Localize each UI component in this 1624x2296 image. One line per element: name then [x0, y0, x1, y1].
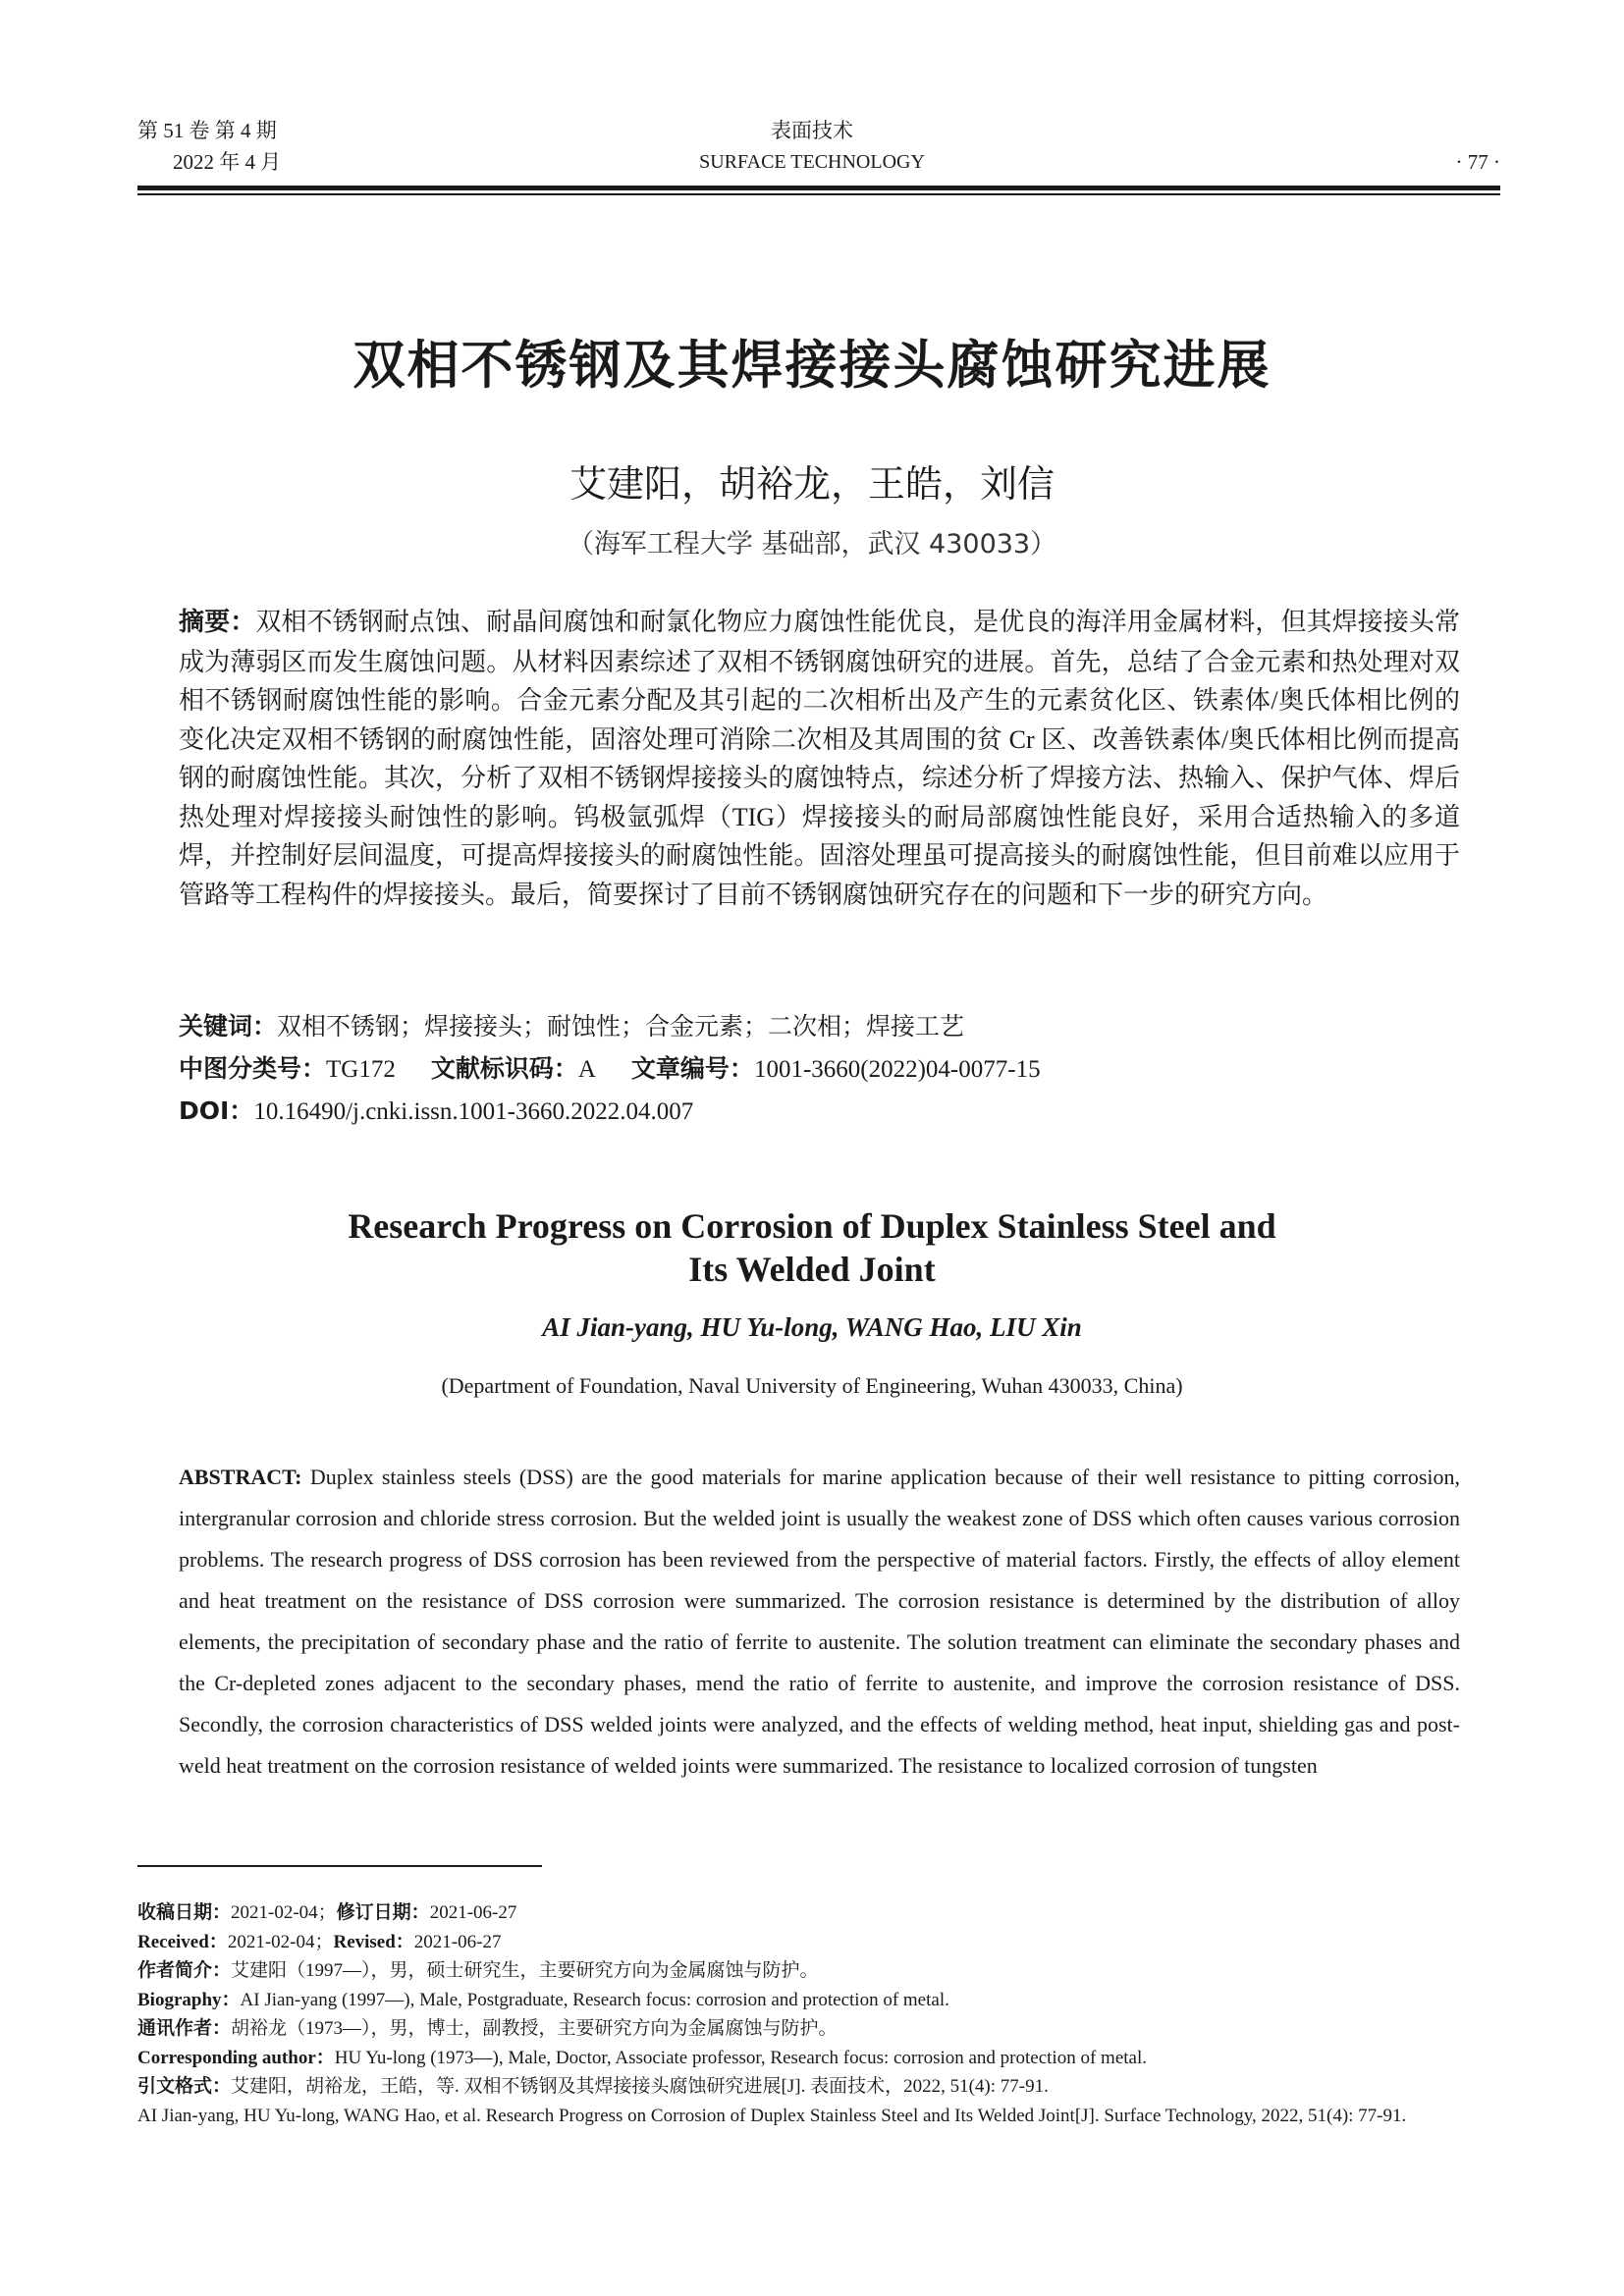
corr-cn-label: 通讯作者： — [137, 2017, 232, 2039]
header-journal-en: SURFACE TECHNOLOGY — [699, 151, 925, 173]
doc-code-label: 文献标识码： — [430, 1054, 578, 1083]
bio-en-value: AI Jian-yang (1997—), Male, Postgraduate, Research focus: corrosion and protection of metal. — [240, 1989, 949, 2010]
title-en-line2: Its Welded Joint — [688, 1250, 936, 1289]
cite-cn-value: 艾建阳，胡裕龙，王皓，等. 双相不锈钢及其焊接接头腐蚀研究进展[J]. 表面技术，2022, 51(4): 77-91. — [231, 2076, 1049, 2097]
bio-en-label: Biography： — [137, 1989, 241, 2010]
classification-line — [179, 1053, 1460, 1086]
header-journal-cn: 表面技术 — [771, 119, 853, 142]
corr-en-label: Corresponding author： — [137, 2047, 335, 2068]
header-rule-thin — [137, 193, 1500, 195]
clc-value: TG172 — [326, 1056, 396, 1083]
doi-label: DOI： — [179, 1096, 254, 1125]
cite-cn-label: 引文格式： — [137, 2075, 232, 2097]
title-en — [0, 1204, 1624, 1291]
footnote-received-cn — [137, 1898, 1500, 1928]
received-en-value: 2021-02-04； — [227, 1931, 334, 1952]
header-date: 2022 年 4 月 — [173, 150, 282, 174]
footnote-citation-cn — [137, 2072, 1500, 2102]
corr-cn-value: 胡裕龙（1973—），男，博士，副教授，主要研究方向为金属腐蚀与防护。 — [231, 2018, 838, 2039]
abstract-cn-label: 摘要： — [179, 608, 256, 637]
revised-cn-value: 2021-06-27 — [429, 1902, 517, 1923]
abstract-en-label: ABSTRACT: — [179, 1465, 302, 1489]
abstract-cn-text: 双相不锈钢耐点蚀、耐晶间腐蚀和耐氯化物应力腐蚀性能优良，是优良的海洋用金属材料，但其焊接接头常成为薄弱区而发生腐蚀问题。从材料因素综述了双相不锈钢腐蚀研究的进展。首先，总结了合金元素和热处理对双相不锈钢耐腐蚀性能的影响。合金元素分配及其引起的二次相析出及产生的元素贫化区、铁素体/奥氏体相比例的变化决定双相不锈钢的耐腐蚀性能，固溶处理可消除二次相及其周围的贫 Cr 区、改善铁素体/奥氏体相比例而提高钢的耐腐蚀性能。其次，分析了双相不锈钢焊接接头的腐蚀特点，综述分析了焊接方法、热输入、保护气体、焊后热处理对焊接接头耐蚀性的影响。钨极氩弧焊（TIG）焊接接头的耐局部腐蚀性能良好，采用合适热输入的多道焊，并控制好层间温度，可提高焊接接头的耐腐蚀性能。固溶处理虽可提高接头的耐腐蚀性能，但目前难以应用于管路等工程构件的焊接接头。最后，简要探讨了目前不锈钢腐蚀研究存在的问题和下一步的研究方向。 — [179, 608, 1460, 909]
footnote-biography-cn — [137, 1956, 1500, 1986]
affiliation-en: (Department of Foundation, Naval University of Engineering, Wuhan 430033, China) — [441, 1373, 1183, 1398]
abstract-cn — [179, 603, 1460, 914]
footnote-rule — [137, 1865, 542, 1867]
abstract-en-text: Duplex stainless steels (DSS) are the good materials for marine application because of their well resistance to pitting corrosion, intergranular corrosion and chloride stress corrosion. But the welded joint is usually the weakest zone of DSS which often causes various corrosion problems. The research progress of DSS corrosion has been reviewed from the perspective of material factors. Firstly, the effects of alloy element and heat treatment on the resistance of DSS corrosion were summarized. The corrosion resistance is determined by the distribution of alloy elements, the precipitation of secondary phase and the ratio of ferrite to austenite. The solution treatment can eliminate the secondary phases and the Cr-depleted zones adjacent to the secondary phases, mend the ratio of ferrite to austenite, and improve the corrosion resistance of DSS. Secondly, the corrosion characteristics of DSS welded joints were analyzed, and the effects of welding method, heat input, shielding gas and post-weld heat treatment on the corrosion resistance of welded joints were summarized. The resistance to localized corrosion of tungsten — [179, 1465, 1460, 1778]
doi-value: 10.16490/j.cnki.issn.1001-3660.2022.04.007 — [253, 1098, 694, 1125]
title-cn: 双相不锈钢及其焊接接头腐蚀研究进展 — [352, 336, 1272, 396]
keywords-cn — [179, 1011, 1460, 1043]
header-rule-thick — [137, 186, 1500, 190]
keywords-cn-label: 关键词： — [179, 1012, 278, 1041]
footnotes — [137, 1898, 1500, 2127]
bio-cn-value: 艾建阳（1997—），男，硕士研究生，主要研究方向为金属腐蚀与防护。 — [231, 1960, 819, 1981]
footnote-corresponding-cn — [137, 2014, 1500, 2044]
clc-label: 中图分类号： — [179, 1054, 327, 1083]
footnote-biography-en — [137, 1986, 1500, 2015]
header-volume: 第 51 卷 第 4 期 — [137, 119, 277, 142]
doc-code-value: A — [577, 1056, 596, 1083]
corr-en-value: HU Yu-long (1973—), Male, Doctor, Associate professor, Research focus: corrosion and protection of metal. — [334, 2047, 1147, 2068]
bio-cn-label: 作者简介： — [137, 1959, 232, 1981]
doi-line — [179, 1095, 1460, 1128]
authors-en: AI Jian-yang, HU Yu-long, WANG Hao, LIU Xin — [542, 1312, 1082, 1342]
received-cn-label: 收稿日期： — [137, 1901, 232, 1923]
received-en-label: Received： — [137, 1931, 228, 1952]
abstract-en — [179, 1457, 1460, 1787]
authors-cn: 艾建阳，胡裕龙，王皓，刘信 — [568, 462, 1055, 506]
footnote-corresponding-en — [137, 2044, 1500, 2073]
footnote-citation-en: AI Jian-yang, HU Yu-long, WANG Hao, et al. Research Progress on Corrosion of Duplex Stainless Steel and Its Welded Joint[J]. Surface Technology, 2022, 51(4): 77-91. — [137, 2105, 1407, 2126]
revised-en-label: Revised： — [333, 1931, 414, 1952]
title-en-line1: Research Progress on Corrosion of Duplex Stainless Steel and — [348, 1206, 1276, 1246]
footnote-received-en — [137, 1928, 1500, 1957]
article-number-value: 1001-3660(2022)04-0077-15 — [753, 1056, 1041, 1083]
keywords-cn-text: 双相不锈钢；焊接接头；耐蚀性；合金元素；二次相；焊接工艺 — [277, 1014, 965, 1041]
header-page-number: · 77 · — [1455, 150, 1500, 174]
affiliation-cn: （海军工程大学 基础部，武汉 430033） — [567, 529, 1057, 560]
revised-en-value: 2021-06-27 — [413, 1931, 502, 1952]
received-cn-value: 2021-02-04； — [231, 1902, 337, 1923]
revised-cn-label: 修订日期： — [336, 1901, 430, 1923]
article-number-label: 文章编号： — [630, 1054, 754, 1083]
